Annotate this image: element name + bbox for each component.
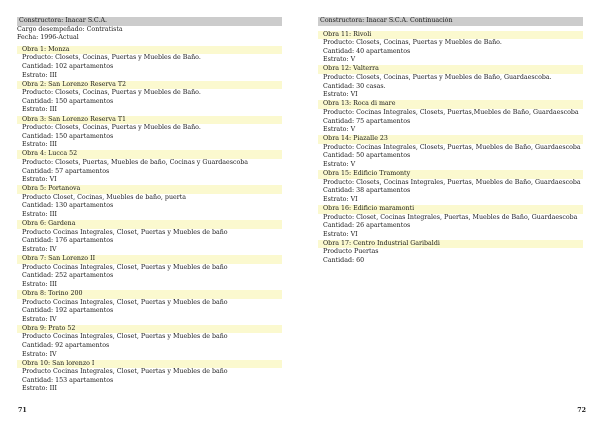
obra-detail: Estrato: III [22, 385, 58, 393]
obra-detail: Estrato: VI [323, 195, 358, 203]
obra-entry [318, 65, 583, 99]
obra-title: Obra 9: Prato 52 [17, 325, 282, 334]
obra-detail: Cantidad: 75 apartamentos [323, 117, 411, 125]
obra-detail: Cantidad: 30 casas. [323, 82, 386, 90]
right-content [318, 17, 583, 266]
obra-entry [318, 205, 583, 239]
obra-title: Obra 3: San Lorenzo Reserva T1 [17, 116, 282, 125]
obra-detail: Producto: Closets, Cocinas Integrales, Puertas, Muebles de Baño, Guardaescoba [323, 178, 581, 186]
obra-entry [17, 81, 282, 115]
obra-detail: Estrato: VI [323, 230, 358, 238]
obras-list [318, 31, 583, 266]
obra-detail: Estrato: V [323, 126, 356, 134]
obra-detail: Estrato: VI [323, 91, 358, 99]
obra-entry [17, 255, 282, 289]
obra-detail: Cantidad: 26 apartamentos [323, 222, 411, 230]
obra-detail: Producto Puertas [323, 248, 379, 256]
obra-title: Obra 10: San lorenzo I [17, 360, 282, 369]
obra-detail: Cantidad: 60 [323, 257, 365, 265]
obra-entry [17, 150, 282, 184]
obra-detail: Estrato: IV [22, 315, 57, 323]
obra-detail: Estrato: IV [22, 245, 57, 253]
obra-title: Obra 5: Portanova [17, 185, 282, 194]
obra-title: Obra 2: San Lorenzo Reserva T2 [17, 81, 282, 90]
company-header: Constructora: Inacar S.C.A. [17, 17, 282, 26]
obra-detail: Producto: Closet, Cocinas Integrales, Puertas, Muebles de Baño, Guardaescoba [323, 213, 578, 221]
obra-entry [318, 100, 583, 134]
obra-entry [318, 240, 583, 266]
obra-entry [17, 185, 282, 219]
obra-detail: Producto Closet, Cocinas, Muebles de baño, puerta [22, 193, 187, 201]
obra-detail: Estrato: III [22, 141, 58, 149]
obra-detail: Producto: Closets, Cocinas, Puertas y Muebles de Baño. [22, 89, 201, 97]
obra-detail: Estrato: VI [22, 176, 57, 184]
obra-detail: Producto Cocinas Integrales, Closet, Puertas y Muebles de baño [22, 368, 228, 376]
intro-block [17, 26, 282, 43]
obra-detail: Producto: Closets, Cocinas, Puertas y Muebles de Baño. [323, 39, 502, 47]
obra-detail: Cantidad: 92 apartamentos [22, 341, 110, 349]
obra-entry [17, 360, 282, 394]
obra-detail: Cantidad: 130 apartamentos [22, 202, 114, 210]
obra-detail: Cantidad: 38 apartamentos [323, 187, 411, 195]
intro-cargo: Cargo desempeñado: Contratista [17, 25, 123, 33]
page-number: 72 [577, 407, 586, 414]
obra-title: Obra 11: Rivoli [318, 31, 583, 40]
obra-detail: Cantidad: 102 apartamentos [22, 62, 114, 70]
obra-detail: Estrato: IV [22, 350, 57, 358]
obra-title: Obra 14: Piazalle 23 [318, 135, 583, 144]
obra-title: Obra 1: Monza [17, 46, 282, 55]
obra-detail: Estrato: III [22, 211, 58, 219]
obra-entry [17, 290, 282, 324]
obra-entry [17, 220, 282, 254]
obra-entry [17, 46, 282, 80]
obra-title: Obra 8: Torino 200 [17, 290, 282, 299]
obra-detail: Cantidad: 50 apartamentos [323, 152, 411, 160]
obra-detail: Producto: Closets, Cocinas, Puertas y Muebles de Baño, Guardaescoba. [323, 74, 552, 82]
obra-detail: Producto Cocinas Integrales, Closet, Puertas y Muebles de baño [22, 333, 228, 341]
obra-detail: Producto Cocinas Integrales, Closet, Puertas y Muebles de baño [22, 298, 228, 306]
obra-detail: Estrato: III [22, 71, 58, 79]
obra-detail: Cantidad: 153 apartamentos [22, 376, 114, 384]
obra-detail: Estrato: V [323, 161, 356, 168]
obra-title: Obra 4: Lucca 52 [17, 150, 282, 159]
obra-detail: Cantidad: 150 apartamentos [22, 97, 114, 105]
obra-detail: Cantidad: 192 apartamentos [22, 307, 114, 315]
obra-detail: Producto: Closets, Puertas, Muebles de baño, Cocinas y Guardaescoba [22, 159, 249, 166]
obra-detail: Estrato: V [323, 56, 356, 64]
left-content [17, 17, 282, 394]
obra-entry [318, 135, 583, 169]
obra-title: Obra 15: Edificio Tramonty [318, 170, 583, 179]
obra-detail: Cantidad: 176 apartamentos [22, 237, 114, 245]
right-page [300, 0, 600, 424]
intro-fecha: Fecha: 1996-Actual [17, 34, 79, 42]
obra-title: Obra 16: Edificio maramonti [318, 205, 583, 214]
obra-detail: Producto: Cocinas Integrales, Closets, Puertas,Muebles de Baño, Guardaescoba [323, 108, 579, 116]
obra-detail: Producto: Closets, Cocinas, Puertas y Muebles de Baño. [22, 54, 201, 62]
obra-title: Obra 13: Roca di mare [318, 100, 583, 109]
obra-detail: Producto: Closets, Cocinas, Puertas y Muebles de Baño. [22, 124, 201, 132]
obra-detail: Estrato: III [22, 106, 58, 114]
obra-detail: Estrato: III [22, 280, 58, 288]
obra-entry [17, 116, 282, 150]
obra-title: Obra 7: San Lorenzo II [17, 255, 282, 264]
obra-entry [318, 31, 583, 65]
obra-detail: Cantidad: 252 apartamentos [22, 272, 114, 280]
obra-entry [17, 325, 282, 359]
obra-detail: Producto Cocinas Integrales, Closet, Puertas y Muebles de baño [22, 228, 228, 236]
obras-list [17, 46, 282, 394]
obra-detail: Producto: Cocinas Integrales, Closets, Puertas, Muebles de Baño, Guardaescoba [323, 143, 581, 151]
obra-title: Obra 17: Centro Industrial Garibaldi [318, 240, 583, 249]
obra-title: Obra 12: Valterra [318, 65, 583, 74]
company-header: Constructora: Inacar S.C.A. Continuación [318, 17, 583, 26]
page-number: 71 [18, 407, 27, 414]
obra-detail: Cantidad: 150 apartamentos [22, 132, 114, 140]
obra-entry [318, 170, 583, 204]
obra-detail: Cantidad: 57 apartamentos [22, 167, 110, 175]
obra-detail: Cantidad: 40 apartamentos [323, 47, 411, 55]
obra-detail: Producto Cocinas Integrales, Closet, Puertas y Muebles de baño [22, 263, 228, 271]
obra-title: Obra 6: Gardena [17, 220, 282, 229]
